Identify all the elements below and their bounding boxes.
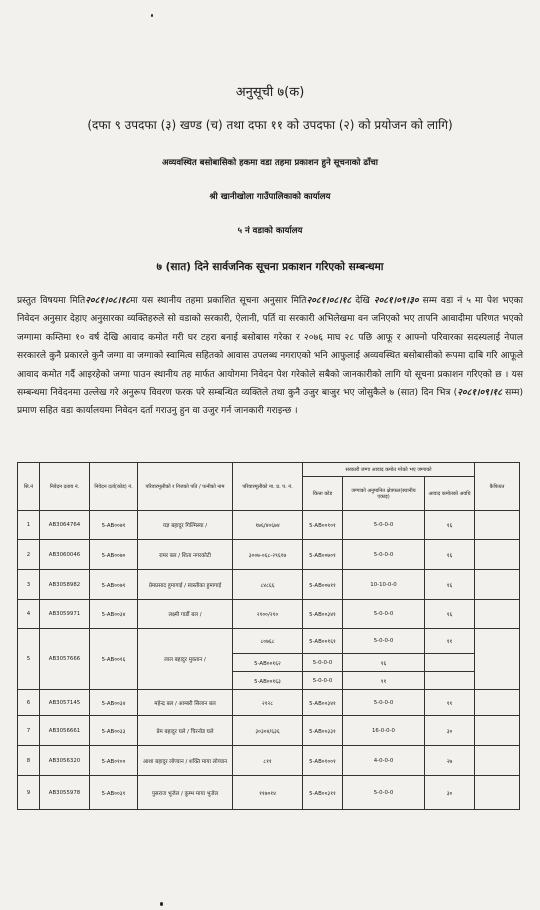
- speck-mark: [160, 902, 163, 906]
- handwritten-date-3: २०८१।०९।३०: [373, 295, 419, 306]
- table-row: 7 AB3056661 5-AB००३३ प्रेम बहादुर घले / चिरनोड घले ३०३०४/६३६ 5-AB००३३१ 16-0-0-0 ३०: [18, 716, 520, 746]
- table-subrow: 5-AB००१६२ 5-0-0-0 १६: [18, 654, 520, 672]
- table-row: 4 AB3059971 5-AB००३४ लक्ष्मी गार्डी बल / २१००/२१० 5-AB००३४१ 5-0-0-0 १६: [18, 600, 520, 629]
- table-row: 6 AB3057145 5-AB००३४ महेन्द्र बल / आम्बरी सिलान बल २१२८ 5-AB००३४१ 5-0-0-0 ११: [18, 690, 520, 716]
- table-row: 2 AB3060046 5-AB००७० रामर बल / शिता नगरकोटी ३००७-०६८-२९६१७ 5-AB००७०१ 5-0-0-0 १६: [18, 540, 520, 570]
- col-years: आवाद कमोतको अवधि: [425, 477, 475, 511]
- schedule-subtitle: (दफा ९ उपदफा (३) खण्ड (च) तथा दफा ११ को उपदफा (२) को प्रयोजन को लागि): [87, 118, 453, 132]
- col-land-group: सरकारी जग्गा आवाद कमोत गरेको भए जग्गाको: [303, 463, 475, 477]
- schedule-title: अनुसूची ७(क): [235, 85, 305, 100]
- col-remarks: कैफियत: [475, 463, 520, 511]
- form-title: अव्यवस्थित बसोबासिको हकमा वडा तहमा प्रकाशन हुने सूचनाको ढाँचा: [162, 158, 378, 168]
- applicants-table: [17, 462, 520, 810]
- notice-body: प्रस्तुत विषयमा मिति२०८१।०८।१८मा यस स्थानीय तहमा प्रकाशित सूचना अनुसार मिति२०८१।०८।१८ देखि २०८१।०९।३० सम्म वडा नं ५ मा पेश भएका निवेदन अनुसार देहाए अनुसारका व्यक्तिहरुले सो वडाको सरकारी, ऐलानी, पर्ति वा सरकारी अभिलेखमा वन जनिएको भए तापनि आवादीमा परिणत भएको जग्गामा कम्तिमा १० वर्ष देखि आवाद कमोत गरी घर टहरा बनाई बसोबास गरेका र २०७६ माघ २८ पछि आफू र आफ्नो परिवारका सदस्यलाई नेपाल सरकारले कुनै प्रकारले कुनै जग्गा वा जग्गाको स्वामित्व सहितको आवास उपलब्ध नगराएको भनि आफुलाई अव्यवस्थित बसोबासीको रूपमा दाबि गरि आफूले आवाद कमोत गर्दै आइरहेको जग्गा पाउन स्थानीय तह मार्फत आयोगमा निवेदन पेश गरेकोले सबैको जानकारीको लागि यो सूचना प्रकाशन गरिएको छ । यस सम्बन्धमा निवेदनमा उल्लेख गरे अनुरूप विवरण फरक परे सम्बन्धित व्यक्तिले तथा कुनै उजुर बाजुर भए जोसुकैले ७ (सात) दिन भित्र (२०८१।०९।१८ सम्म) प्रमाण सहित वडा कार्यालयमा निवेदन दर्ता गराउनु हुन वा उजुर गर्न जानकारी गराइन्छ ।: [17, 295, 523, 417]
- col-name: परिवारमूलीको र निजको पति / पत्नीको नाम: [138, 463, 233, 511]
- ward-office-name: ५ नं वडाको कार्यालय: [237, 226, 303, 236]
- speck-mark: [151, 14, 153, 17]
- notice-title: ७ (सात) दिने सार्वजनिक सूचना प्रकाशन गरिएको सम्बन्धमा: [156, 261, 384, 273]
- table-row: 8 AB3056320 5-AB०१०० आशा बहादुर लोप्चान / शक्ति माया लोप्चान ८११ 5-AB०१००१ 4-0-0-0 २७: [18, 746, 520, 776]
- col-citizenship: परिवारमूलीको ना. प्र. प. नं.: [233, 463, 303, 511]
- col-area: जग्गाको अनुमानित क्षेत्रफल(स्थानीय एकाइ): [343, 477, 425, 511]
- handwritten-date-2: २०८१।०८।१८: [306, 295, 352, 306]
- col-code: निवेदन दर्ता(कोड) नं.: [90, 463, 138, 511]
- office-name: श्री खानीखोला गाउँपालिकाको कार्यालय: [209, 192, 331, 202]
- col-kitta: कित्ता कोड: [303, 477, 343, 511]
- table-row: 3 AB3058982 5-AB००७१ प्रेमप्रसाद हुमागाई / स्वस्तीका हुमागाई ८४८६६ 5-AB००७११ 10-10-0-0 १६: [18, 570, 520, 600]
- table-subrow: 5-AB००१६३ 5-0-0-0 ११: [18, 672, 520, 690]
- col-reg-no: निवेदन दताय नं.: [40, 463, 90, 511]
- table-row: 9 AB3055978 5-AB००३१ पुसराज भुजेल / कुम्भ माया भुजेल ११७०१४ 5-AB००३११ 5-0-0-0 ३०: [18, 776, 520, 810]
- handwritten-date-1: २०८१।०८।१८: [85, 295, 130, 306]
- table-row: 1 AB3064764 5-AB००७१ यज्ञ बहादुर गिल्मिस्या / १७६/४०६७४ 5-AB००१०१ 5-0-0-0 १६: [18, 511, 520, 540]
- handwritten-date-4: २०८१।०९।१८: [457, 387, 502, 399]
- table-row: 5 AB3057666 5-AB००१६ लाल बहादुर मुक्तान / ८०७६८ 5-AB००१६१ 5-0-0-0 ११: [18, 629, 520, 654]
- col-sn: सि.नं: [18, 463, 40, 511]
